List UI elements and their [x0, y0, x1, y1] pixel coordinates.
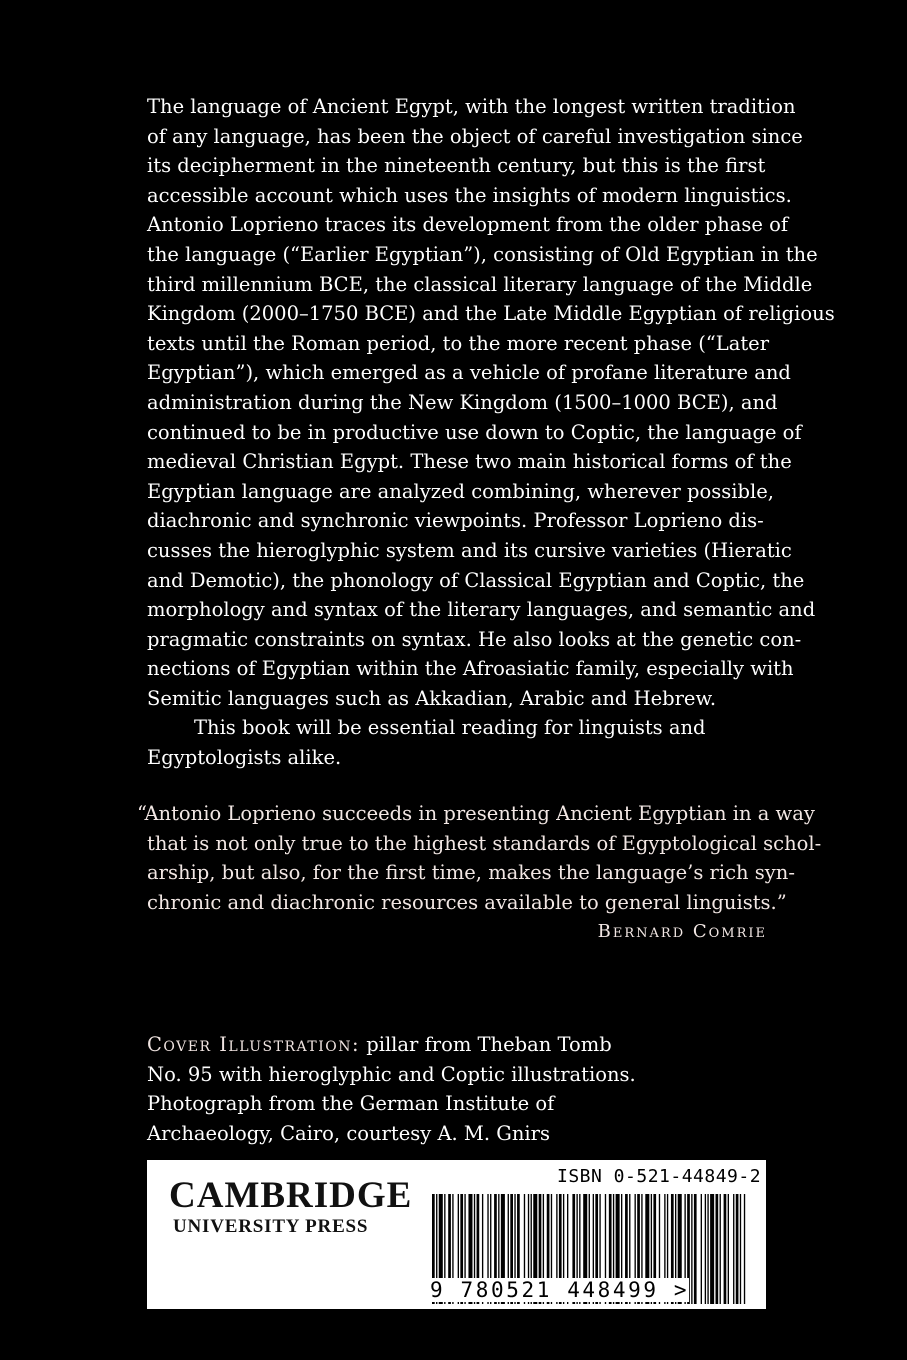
- blurb-line: Semitic languages such as Akkadian, Arabic and Hebrew.: [147, 686, 717, 710]
- cover-credit: [147, 1030, 707, 1148]
- credit-line: No. 95 with hieroglyphic and Coptic illustrations.: [147, 1062, 636, 1086]
- blurb-line: administration during the New Kingdom (1500–1000 BCE), and: [147, 390, 778, 414]
- blurb-line: the language (“Earlier Egyptian”), consisting of Old Egyptian in the: [147, 242, 818, 266]
- blurb-line: This book will be essential reading for linguists and: [194, 716, 706, 740]
- blurb-line: medieval Christian Egypt. These two main historical forms of the: [147, 450, 792, 474]
- blurb-line: Kingdom (2000–1750 BCE) and the Late Middle Egyptian of religious: [147, 302, 835, 326]
- review-quote: [137, 799, 822, 947]
- publisher-logo: [169, 1176, 412, 1238]
- publisher-name: CAMBRIDGE: [169, 1175, 413, 1216]
- isbn-label: ISBN 0-521-44849-2: [557, 1166, 762, 1187]
- quote-line: “Antonio Loprieno succeeds in presenting Ancient Egyptian in a way: [137, 802, 815, 825]
- blurb-line: texts until the Roman period, to the more recent phase (“Later: [147, 331, 770, 355]
- blurb-line: of any language, has been the object of careful investigation since: [147, 124, 803, 148]
- blurb-line: The language of Ancient Egypt, with the longest written tradition: [147, 95, 796, 118]
- quote-line: that is not only true to the highest standards of Egyptological schol-: [147, 831, 822, 855]
- blurb-line: accessible account which uses the insights of modern linguistics.: [147, 183, 792, 207]
- blurb-line: its decipherment in the nineteenth century, but this is the first: [147, 154, 766, 178]
- blurb-line: nections of Egyptian within the Afroasiatic family, especially with: [147, 657, 794, 681]
- quote-line: arship, but also, for the first time, makes the language’s rich syn-: [147, 861, 795, 885]
- quote-line: chronic and diachronic resources available to general linguists.”: [147, 890, 787, 914]
- ean-digits: 9 780521 448499 >: [430, 1278, 690, 1302]
- blurb-text: [147, 92, 835, 773]
- publisher-subname: UNIVERSITY PRESS: [173, 1216, 369, 1237]
- credit-line: [147, 1030, 707, 1060]
- blurb-line: diachronic and synchronic viewpoints. Professor Loprieno dis-: [147, 509, 764, 533]
- blurb-line: and Demotic), the phonology of Classical Egyptian and Coptic, the: [147, 568, 805, 592]
- credit-text: pillar from Theban Tomb: [360, 1033, 612, 1056]
- publisher-panel: [147, 1160, 766, 1309]
- blurb-line: morphology and syntax of the literary languages, and semantic and: [147, 598, 816, 622]
- credit-line: Archaeology, Cairo, courtesy A. M. Gnirs: [147, 1121, 550, 1145]
- blurb-line: continued to be in productive use down to Coptic, the language of: [147, 420, 802, 444]
- blurb-line: Egyptian”), which emerged as a vehicle of profane literature and: [147, 361, 791, 385]
- blurb-line: Antonio Loprieno traces its development from the older phase of: [147, 213, 789, 237]
- blurb-line: third millennium BCE, the classical literary language of the Middle: [147, 272, 813, 296]
- blurb-line: Egyptologists alike.: [147, 746, 342, 770]
- ean-number: [430, 1278, 770, 1302]
- blurb-line: pragmatic constraints on syntax. He also looks at the genetic con-: [147, 627, 802, 651]
- quote-attribution: Bernard Comrie: [597, 921, 767, 943]
- blurb-line: cusses the hieroglyphic system and its cursive varieties (Hieratic: [147, 538, 792, 562]
- credit-label: Cover Illustration:: [147, 1033, 361, 1056]
- credit-line: Photograph from the German Institute of: [147, 1092, 555, 1116]
- blurb-line: Egyptian language are analyzed combining, wherever possible,: [147, 479, 774, 503]
